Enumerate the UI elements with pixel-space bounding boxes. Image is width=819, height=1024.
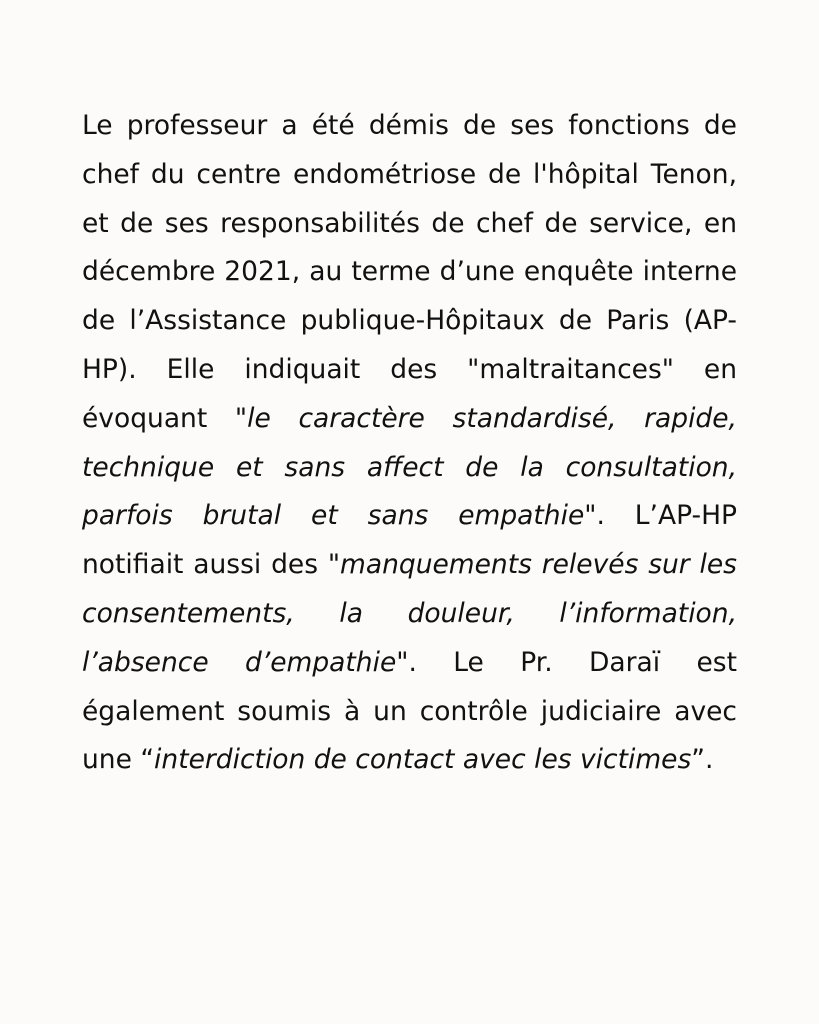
paragraph-text: ”.: [691, 744, 714, 776]
quote-3-italic: interdiction de contact avec les victimes: [154, 744, 692, 776]
paragraph-text: ". Le Pr. Daraï est également soumis à un contrôle judiciaire avec une “: [82, 646, 738, 776]
paragraph-text: Le professeur a été démis de ses fonctions de chef du centre endométriose de l'hôpital Tenon, et de ses responsabilités de chef de service, en décembre 2021, au terme d’une enquête interne de l’Assistance publique-Hôpitaux de Paris (AP-HP). Elle indiquait des "maltraitances" en évoquant ": [82, 110, 737, 434]
quote-1-italic: le caractère standardisé, rapide, technique et sans affect de la consultation, parfois brutal et sans empathie: [82, 402, 737, 532]
article-paragraph: [82, 102, 737, 785]
quote-2-italic: manquements relevés sur les consentements, la douleur, l’information, l’absence d’empathie: [82, 549, 737, 678]
paragraph-text: ". L’AP-HP notifiait aussi des ": [82, 500, 737, 581]
